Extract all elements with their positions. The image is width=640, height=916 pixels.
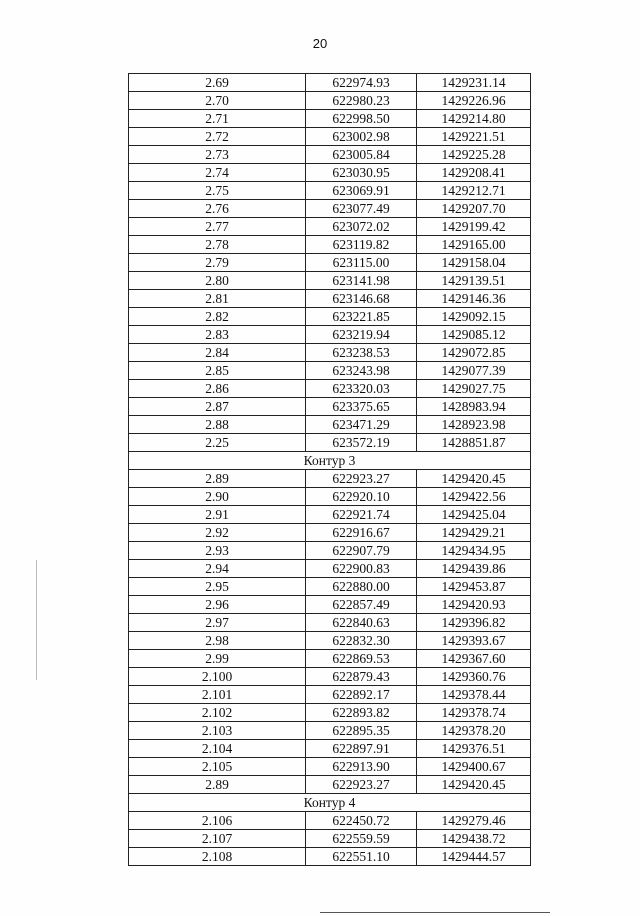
- x-coordinate-cell: 622832.30: [306, 632, 417, 650]
- x-coordinate-cell: 622880.00: [306, 578, 417, 596]
- point-number-cell: 2.82: [129, 308, 306, 326]
- table-row: [129, 254, 531, 272]
- x-coordinate-cell: 622450.72: [306, 812, 417, 830]
- x-coordinate-cell: 622893.82: [306, 704, 417, 722]
- point-number-cell: 2.100: [129, 668, 306, 686]
- point-number-cell: 2.93: [129, 542, 306, 560]
- point-number-cell: 2.73: [129, 146, 306, 164]
- table-row: [129, 344, 531, 362]
- table-row: [129, 380, 531, 398]
- y-coordinate-cell: 1429077.39: [417, 362, 531, 380]
- point-number-cell: 2.88: [129, 416, 306, 434]
- point-number-cell: 2.77: [129, 218, 306, 236]
- x-coordinate-cell: 622857.49: [306, 596, 417, 614]
- x-coordinate-cell: 622923.27: [306, 470, 417, 488]
- point-number-cell: 2.106: [129, 812, 306, 830]
- point-number-cell: 2.86: [129, 380, 306, 398]
- y-coordinate-cell: 1429072.85: [417, 344, 531, 362]
- footer-line: [320, 912, 550, 913]
- point-number-cell: 2.107: [129, 830, 306, 848]
- table-row: [129, 758, 531, 776]
- table-row: [129, 596, 531, 614]
- point-number-cell: 2.101: [129, 686, 306, 704]
- x-coordinate-cell: 623030.95: [306, 164, 417, 182]
- section-header-row: [129, 452, 531, 470]
- x-coordinate-cell: 622913.90: [306, 758, 417, 776]
- table-row: [129, 326, 531, 344]
- x-coordinate-cell: 623243.98: [306, 362, 417, 380]
- table-row: [129, 434, 531, 452]
- y-coordinate-cell: 1428923.98: [417, 416, 531, 434]
- y-coordinate-cell: 1429146.36: [417, 290, 531, 308]
- table-row: [129, 218, 531, 236]
- x-coordinate-cell: 622900.83: [306, 560, 417, 578]
- coordinates-table-body: [129, 74, 531, 866]
- x-coordinate-cell: 622892.17: [306, 686, 417, 704]
- y-coordinate-cell: 1429434.95: [417, 542, 531, 560]
- x-coordinate-cell: 622551.10: [306, 848, 417, 866]
- table-row: [129, 650, 531, 668]
- point-number-cell: 2.70: [129, 92, 306, 110]
- y-coordinate-cell: 1429378.44: [417, 686, 531, 704]
- y-coordinate-cell: 1429378.74: [417, 704, 531, 722]
- point-number-cell: 2.89: [129, 776, 306, 794]
- x-coordinate-cell: 623572.19: [306, 434, 417, 452]
- x-coordinate-cell: 623320.03: [306, 380, 417, 398]
- table-row: [129, 632, 531, 650]
- x-coordinate-cell: 622895.35: [306, 722, 417, 740]
- x-coordinate-cell: 623119.82: [306, 236, 417, 254]
- point-number-cell: 2.78: [129, 236, 306, 254]
- point-number-cell: 2.69: [129, 74, 306, 92]
- y-coordinate-cell: 1429400.67: [417, 758, 531, 776]
- table-row: [129, 560, 531, 578]
- y-coordinate-cell: 1429226.96: [417, 92, 531, 110]
- x-coordinate-cell: 622923.27: [306, 776, 417, 794]
- x-coordinate-cell: 622916.67: [306, 524, 417, 542]
- y-coordinate-cell: 1429225.28: [417, 146, 531, 164]
- point-number-cell: 2.89: [129, 470, 306, 488]
- x-coordinate-cell: 622907.79: [306, 542, 417, 560]
- table-row: [129, 506, 531, 524]
- x-coordinate-cell: 623002.98: [306, 128, 417, 146]
- x-coordinate-cell: 623069.91: [306, 182, 417, 200]
- table-row: [129, 236, 531, 254]
- y-coordinate-cell: 1429158.04: [417, 254, 531, 272]
- x-coordinate-cell: 622980.23: [306, 92, 417, 110]
- y-coordinate-cell: 1429420.45: [417, 470, 531, 488]
- x-coordinate-cell: 622559.59: [306, 830, 417, 848]
- table-row: [129, 614, 531, 632]
- point-number-cell: 2.98: [129, 632, 306, 650]
- y-coordinate-cell: 1429139.51: [417, 272, 531, 290]
- x-coordinate-cell: 623077.49: [306, 200, 417, 218]
- y-coordinate-cell: 1429396.82: [417, 614, 531, 632]
- x-coordinate-cell: 623005.84: [306, 146, 417, 164]
- y-coordinate-cell: 1429027.75: [417, 380, 531, 398]
- point-number-cell: 2.105: [129, 758, 306, 776]
- table-row: [129, 470, 531, 488]
- x-coordinate-cell: 623221.85: [306, 308, 417, 326]
- table-row: [129, 776, 531, 794]
- y-coordinate-cell: 1429085.12: [417, 326, 531, 344]
- table-row: [129, 182, 531, 200]
- point-number-cell: 2.91: [129, 506, 306, 524]
- coordinates-table: [128, 73, 531, 866]
- y-coordinate-cell: 1429438.72: [417, 830, 531, 848]
- y-coordinate-cell: 1429208.41: [417, 164, 531, 182]
- point-number-cell: 2.76: [129, 200, 306, 218]
- y-coordinate-cell: 1429207.70: [417, 200, 531, 218]
- point-number-cell: 2.74: [129, 164, 306, 182]
- y-coordinate-cell: 1428983.94: [417, 398, 531, 416]
- x-coordinate-cell: 623219.94: [306, 326, 417, 344]
- point-number-cell: 2.99: [129, 650, 306, 668]
- table-row: [129, 128, 531, 146]
- point-number-cell: 2.71: [129, 110, 306, 128]
- y-coordinate-cell: 1429376.51: [417, 740, 531, 758]
- y-coordinate-cell: 1429444.57: [417, 848, 531, 866]
- table-row: [129, 812, 531, 830]
- table-row: [129, 398, 531, 416]
- table-row: [129, 488, 531, 506]
- y-coordinate-cell: 1429422.56: [417, 488, 531, 506]
- table-row: [129, 92, 531, 110]
- point-number-cell: 2.80: [129, 272, 306, 290]
- table-row: [129, 740, 531, 758]
- x-coordinate-cell: 622974.93: [306, 74, 417, 92]
- table-row: [129, 668, 531, 686]
- y-coordinate-cell: 1429367.60: [417, 650, 531, 668]
- y-coordinate-cell: 1429360.76: [417, 668, 531, 686]
- y-coordinate-cell: 1429420.93: [417, 596, 531, 614]
- x-coordinate-cell: 623375.65: [306, 398, 417, 416]
- section-label: Контур 4: [129, 794, 531, 812]
- table-row: [129, 308, 531, 326]
- x-coordinate-cell: 623141.98: [306, 272, 417, 290]
- table-row: [129, 542, 531, 560]
- table-row: [129, 362, 531, 380]
- x-coordinate-cell: 622840.63: [306, 614, 417, 632]
- y-coordinate-cell: 1429279.46: [417, 812, 531, 830]
- point-number-cell: 2.92: [129, 524, 306, 542]
- x-coordinate-cell: 622920.10: [306, 488, 417, 506]
- point-number-cell: 2.102: [129, 704, 306, 722]
- point-number-cell: 2.103: [129, 722, 306, 740]
- table-row: [129, 686, 531, 704]
- y-coordinate-cell: 1429425.04: [417, 506, 531, 524]
- point-number-cell: 2.95: [129, 578, 306, 596]
- page-number: 20: [312, 36, 328, 51]
- table-row: [129, 164, 531, 182]
- y-coordinate-cell: 1429165.00: [417, 236, 531, 254]
- table-row: [129, 524, 531, 542]
- y-coordinate-cell: 1428851.87: [417, 434, 531, 452]
- x-coordinate-cell: 623115.00: [306, 254, 417, 272]
- scan-margin-mark: [36, 560, 37, 680]
- y-coordinate-cell: 1429214.80: [417, 110, 531, 128]
- table-row: [129, 722, 531, 740]
- table-row: [129, 200, 531, 218]
- point-number-cell: 2.72: [129, 128, 306, 146]
- x-coordinate-cell: 623072.02: [306, 218, 417, 236]
- y-coordinate-cell: 1429092.15: [417, 308, 531, 326]
- x-coordinate-cell: 623238.53: [306, 344, 417, 362]
- y-coordinate-cell: 1429199.42: [417, 218, 531, 236]
- x-coordinate-cell: 622879.43: [306, 668, 417, 686]
- point-number-cell: 2.85: [129, 362, 306, 380]
- y-coordinate-cell: 1429378.20: [417, 722, 531, 740]
- table-row: [129, 272, 531, 290]
- x-coordinate-cell: 622998.50: [306, 110, 417, 128]
- table-row: [129, 830, 531, 848]
- point-number-cell: 2.97: [129, 614, 306, 632]
- y-coordinate-cell: 1429453.87: [417, 578, 531, 596]
- point-number-cell: 2.84: [129, 344, 306, 362]
- table-row: [129, 578, 531, 596]
- x-coordinate-cell: 623146.68: [306, 290, 417, 308]
- x-coordinate-cell: 622921.74: [306, 506, 417, 524]
- y-coordinate-cell: 1429221.51: [417, 128, 531, 146]
- y-coordinate-cell: 1429393.67: [417, 632, 531, 650]
- y-coordinate-cell: 1429212.71: [417, 182, 531, 200]
- point-number-cell: 2.75: [129, 182, 306, 200]
- point-number-cell: 2.96: [129, 596, 306, 614]
- point-number-cell: 2.108: [129, 848, 306, 866]
- x-coordinate-cell: 623471.29: [306, 416, 417, 434]
- y-coordinate-cell: 1429439.86: [417, 560, 531, 578]
- table-row: [129, 848, 531, 866]
- section-header-row: [129, 794, 531, 812]
- point-number-cell: 2.25: [129, 434, 306, 452]
- table-row: [129, 704, 531, 722]
- x-coordinate-cell: 622897.91: [306, 740, 417, 758]
- table-row: [129, 290, 531, 308]
- y-coordinate-cell: 1429420.45: [417, 776, 531, 794]
- point-number-cell: 2.81: [129, 290, 306, 308]
- y-coordinate-cell: 1429429.21: [417, 524, 531, 542]
- table-row: [129, 146, 531, 164]
- point-number-cell: 2.79: [129, 254, 306, 272]
- point-number-cell: 2.90: [129, 488, 306, 506]
- point-number-cell: 2.87: [129, 398, 306, 416]
- table-row: [129, 416, 531, 434]
- table-row: [129, 74, 531, 92]
- x-coordinate-cell: 622869.53: [306, 650, 417, 668]
- table-row: [129, 110, 531, 128]
- point-number-cell: 2.104: [129, 740, 306, 758]
- y-coordinate-cell: 1429231.14: [417, 74, 531, 92]
- point-number-cell: 2.83: [129, 326, 306, 344]
- section-label: Контур 3: [129, 452, 531, 470]
- point-number-cell: 2.94: [129, 560, 306, 578]
